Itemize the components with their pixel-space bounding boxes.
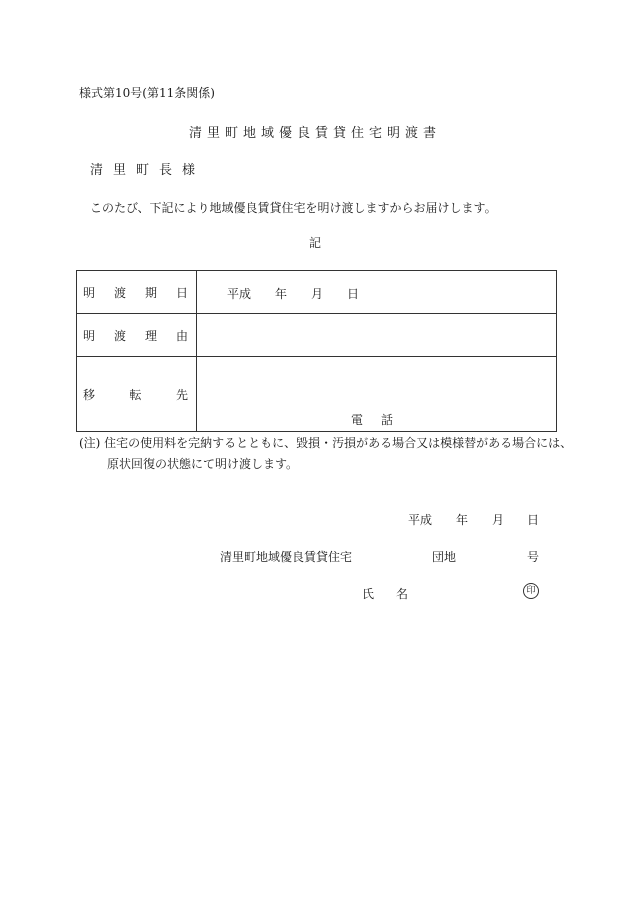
label-char: 移 bbox=[83, 387, 96, 402]
document-title: 清里町地域優良賃貸住宅明渡書 bbox=[188, 126, 441, 141]
label-char: 転 bbox=[129, 387, 142, 402]
move-out-date-field[interactable] bbox=[197, 271, 557, 314]
year-unit: 年 bbox=[275, 287, 288, 301]
signature-month-unit: 月 bbox=[492, 513, 505, 527]
label-char: 渡 bbox=[113, 328, 126, 343]
move-out-reason-field[interactable] bbox=[197, 314, 557, 357]
table-row-destination bbox=[77, 357, 557, 432]
label-char: 明 bbox=[83, 328, 96, 343]
table-row-move-out-reason bbox=[77, 314, 557, 357]
label-char: 明 bbox=[83, 285, 96, 300]
day-unit: 日 bbox=[347, 287, 360, 301]
label-char: 理 bbox=[144, 328, 157, 343]
addressee: 清里町長様 bbox=[90, 163, 206, 178]
label-char: 先 bbox=[175, 387, 188, 402]
label-char: 由 bbox=[175, 328, 188, 343]
era-label: 平成 bbox=[227, 287, 252, 301]
signature-day-unit: 日 bbox=[527, 513, 540, 527]
destination-field[interactable] bbox=[197, 357, 557, 432]
signature-year-unit: 年 bbox=[456, 513, 469, 527]
month-unit: 月 bbox=[311, 287, 324, 301]
note-line-2: 原状回復の状態にて明け渡します。 bbox=[107, 457, 299, 471]
label-char: 日 bbox=[175, 285, 188, 300]
label-move-out-date bbox=[77, 271, 197, 314]
ki-heading: 記 bbox=[308, 236, 321, 250]
label-destination bbox=[77, 357, 197, 432]
danchi-label: 団地 bbox=[432, 550, 457, 564]
label-move-out-reason bbox=[77, 314, 197, 357]
label-char: 渡 bbox=[113, 285, 126, 300]
table-row-move-out-date bbox=[77, 271, 557, 314]
label-char: 期 bbox=[144, 285, 157, 300]
note-line-1: (注) 住宅の使用料を完納するとともに、毀損・汚損がある場合又は模様替がある場合には、 bbox=[79, 436, 573, 450]
housing-name: 清里町地域優良賃貸住宅 bbox=[220, 550, 353, 564]
form-table bbox=[76, 270, 557, 432]
name-label: 氏名 bbox=[362, 587, 431, 601]
gou-label: 号 bbox=[527, 550, 540, 564]
signature-era: 平成 bbox=[408, 513, 433, 527]
form-number: 様式第10号(第11条関係) bbox=[79, 86, 215, 100]
intro-text: このたび、下記により地域優良賃貸住宅を明け渡しますからお届けします。 bbox=[90, 201, 497, 215]
phone-label: 電話 bbox=[351, 413, 412, 427]
seal-mark: 印 bbox=[523, 583, 539, 599]
